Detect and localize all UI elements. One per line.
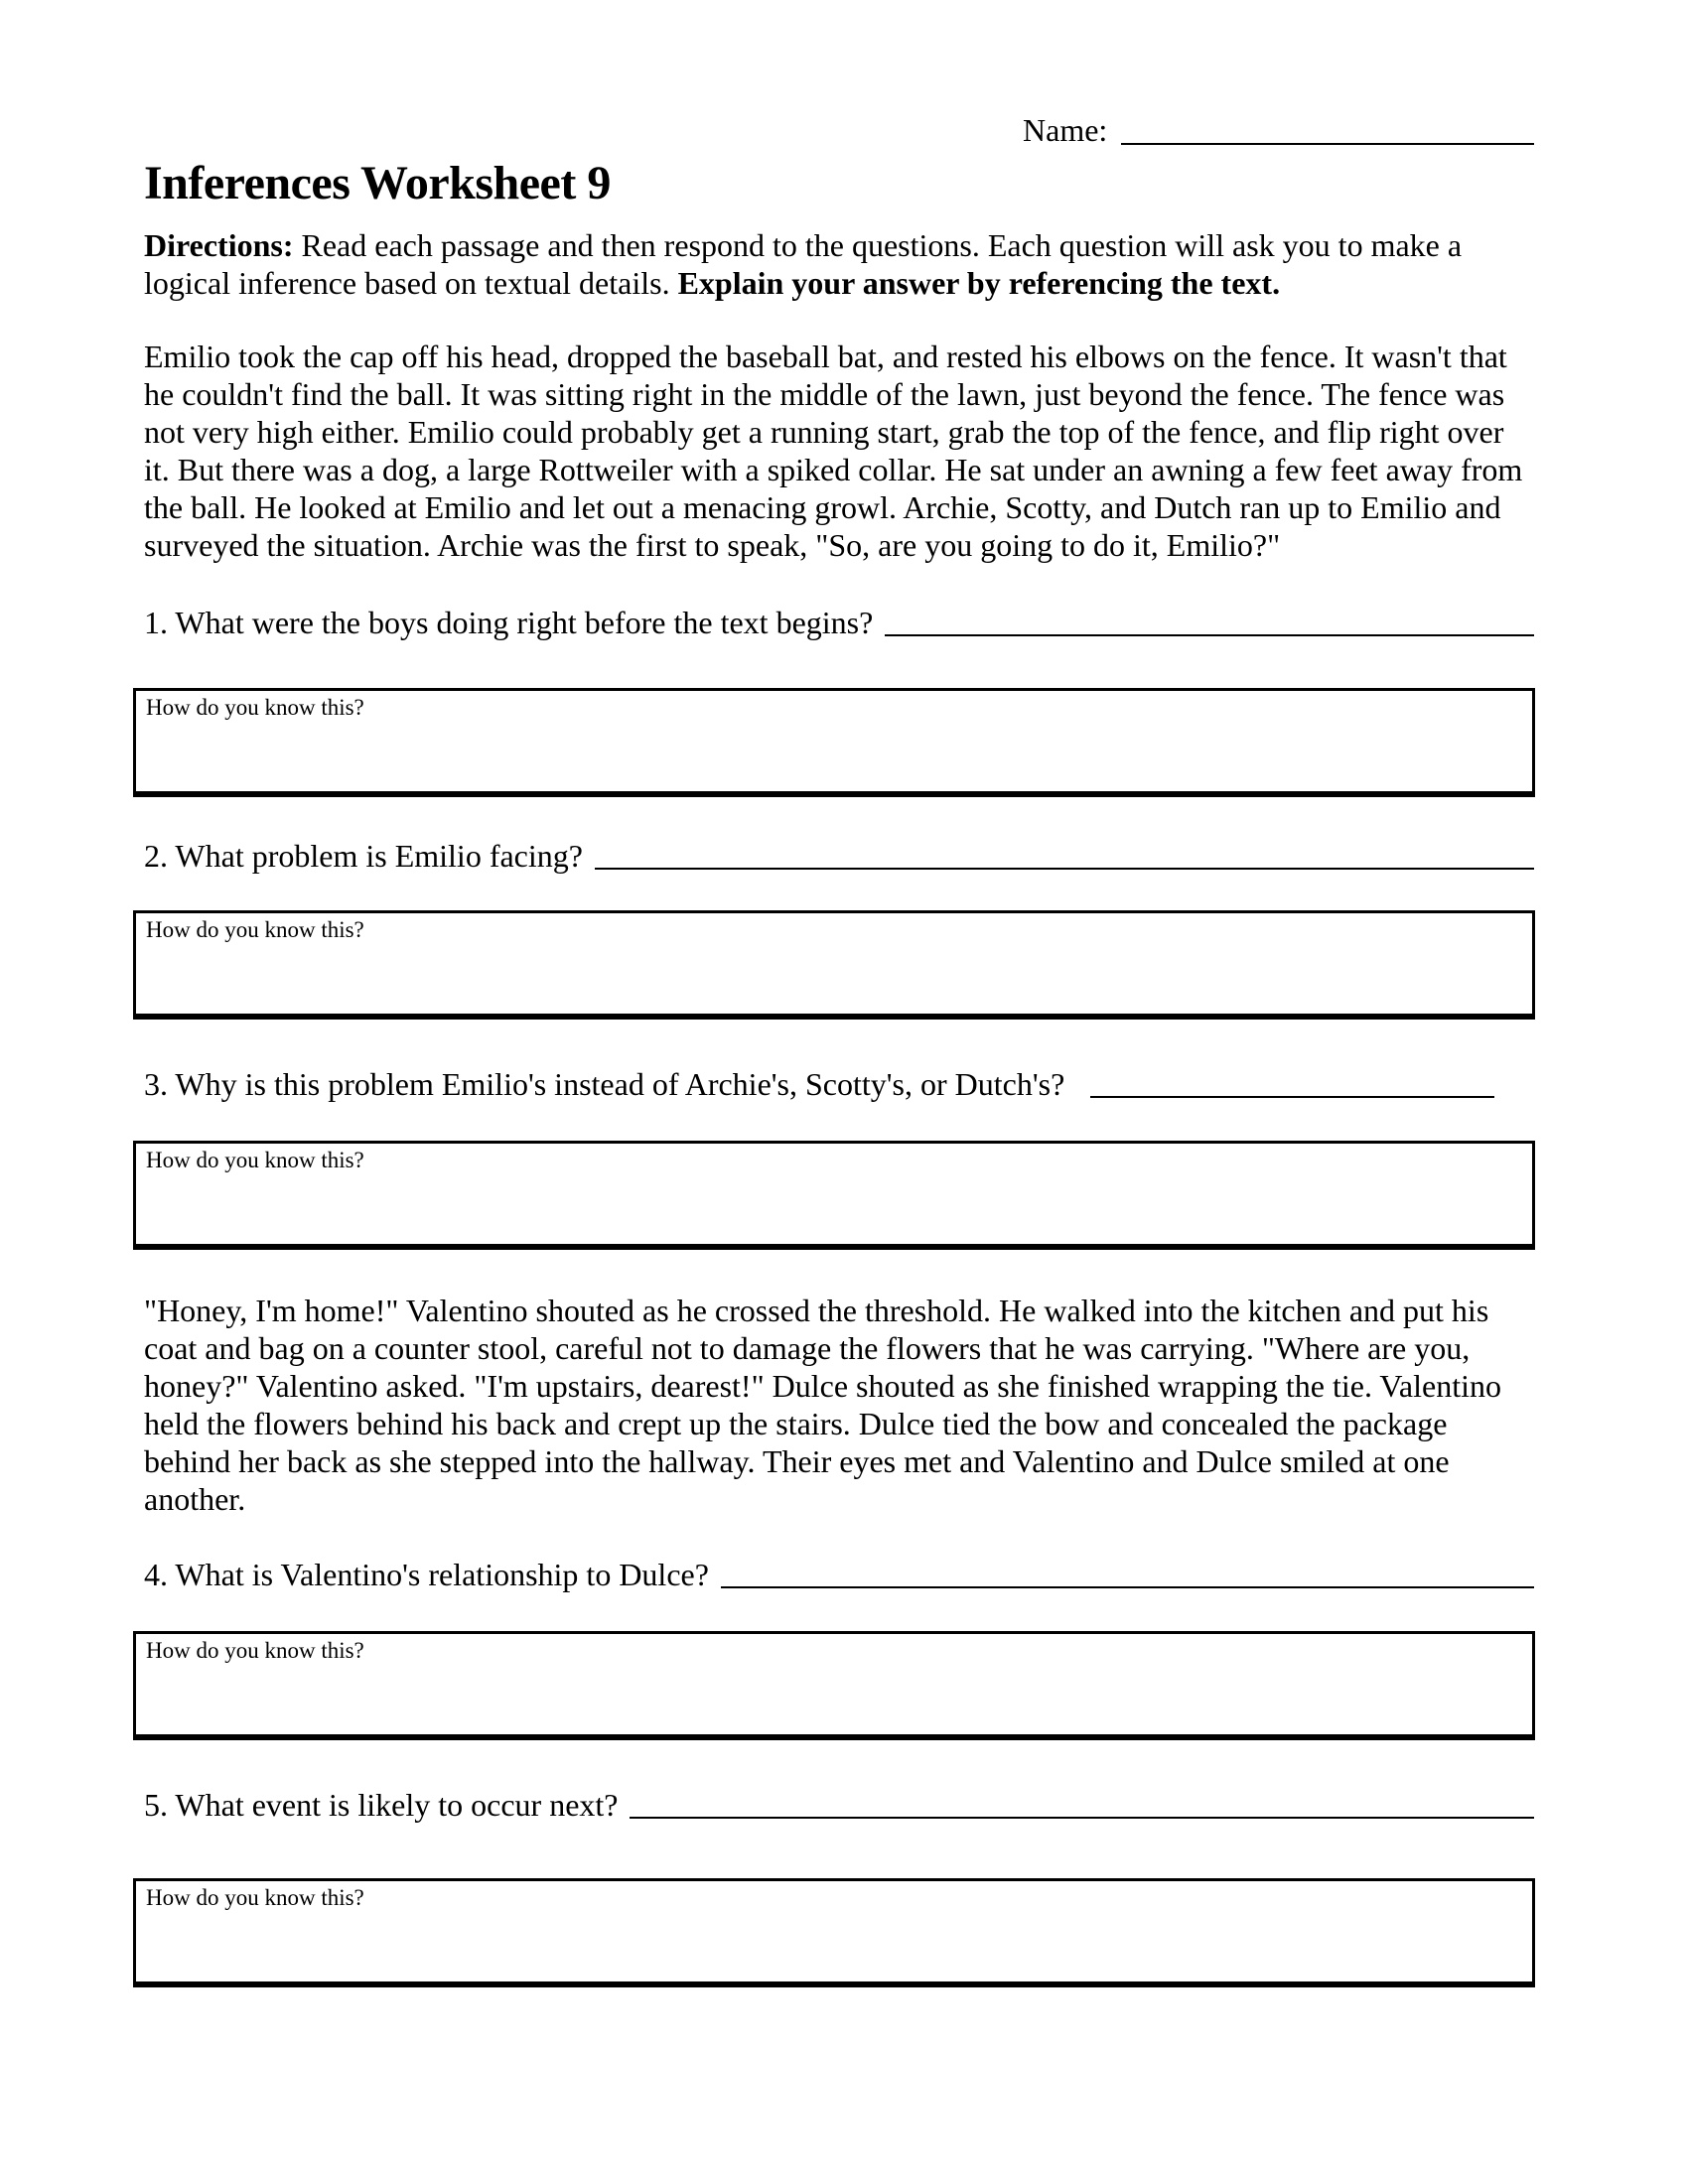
name-row [1023,111,1534,149]
question-4-answer-box[interactable] [133,1631,1535,1740]
question-1 [144,604,1534,641]
question-2-label: 2. What problem is Emilio facing? [144,838,583,874]
question-1-label: 1. What were the boys doing right before the text begins? [144,605,874,640]
directions [144,226,1534,302]
answer-box-label: How do you know this? [146,1638,364,1663]
passage-1: Emilio took the cap off his head, dropped the baseball bat, and rested his elbows on the fence. It wasn't that he couldn't find the ball. It was sitting right in the middle of the lawn, just beyond the fence. The fence was not very high either. Emilio could probably get a running start, grab the top of the fence, and flip right over it. But there was a dog, a large Rottweiler with a spiked collar. He sat under an awning a few feet away from the ball. He looked at Emilio and let out a menacing growl. Archie, Scotty, and Dutch ran up to Emilio and surveyed the situation. Archie was the first to speak, "So, are you going to do it, Emilio?" [144,339,1523,563]
directions-body: Read each passage and then respond to the questions. Each question will ask you to make a logical inference based on textual details. [144,227,1463,301]
answer-box-label: How do you know this? [146,1148,364,1172]
question-3-answer-box[interactable] [133,1141,1535,1250]
answer-box-label: How do you know this? [146,1885,364,1910]
question-2-answer-line[interactable] [595,837,1534,870]
question-1-answer-line[interactable] [885,604,1534,636]
name-label: Name: [1023,112,1108,148]
directions-emphasis: Explain your answer by referencing the text. [677,265,1281,301]
question-5-answer-line[interactable] [630,1786,1534,1819]
question-2 [144,837,1534,875]
question-4-answer-line[interactable] [721,1556,1534,1588]
name-input-line[interactable] [1121,111,1534,145]
directions-label: Directions: [144,227,294,263]
question-5 [144,1786,1534,1824]
question-1-answer-box[interactable] [133,688,1535,797]
passage-2: "Honey, I'm home!" Valentino shouted as he crossed the threshold. He walked into the kitchen and put his coat and bag on a counter stool, careful not to damage the flowers that he was carrying. "Where are you, honey?" Valentino asked. "I'm upstairs, dearest!" Dulce shouted as she finished wrapping the tie. Valentino held the flowers behind his back and crept up the stairs. Dulce tied the bow and concealed the package behind her back as she stepped into the hallway. Their eyes met and Valentino and Dulce smiled at one another. [144,1293,1501,1517]
page-title: Inferences Worksheet 9 [144,157,611,209]
question-4 [144,1556,1534,1593]
answer-box-label: How do you know this? [146,695,364,720]
question-2-answer-box[interactable] [133,910,1535,1020]
question-3 [144,1065,1534,1103]
question-4-label: 4. What is Valentino's relationship to Dulce? [144,1557,709,1592]
question-3-answer-line[interactable] [1090,1065,1494,1098]
question-3-label: 3. Why is this problem Emilio's instead of Archie's, Scotty's, or Dutch's? [144,1066,1065,1102]
question-5-label: 5. What event is likely to occur next? [144,1787,619,1823]
answer-box-label: How do you know this? [146,917,364,942]
question-5-answer-box[interactable] [133,1878,1535,1987]
